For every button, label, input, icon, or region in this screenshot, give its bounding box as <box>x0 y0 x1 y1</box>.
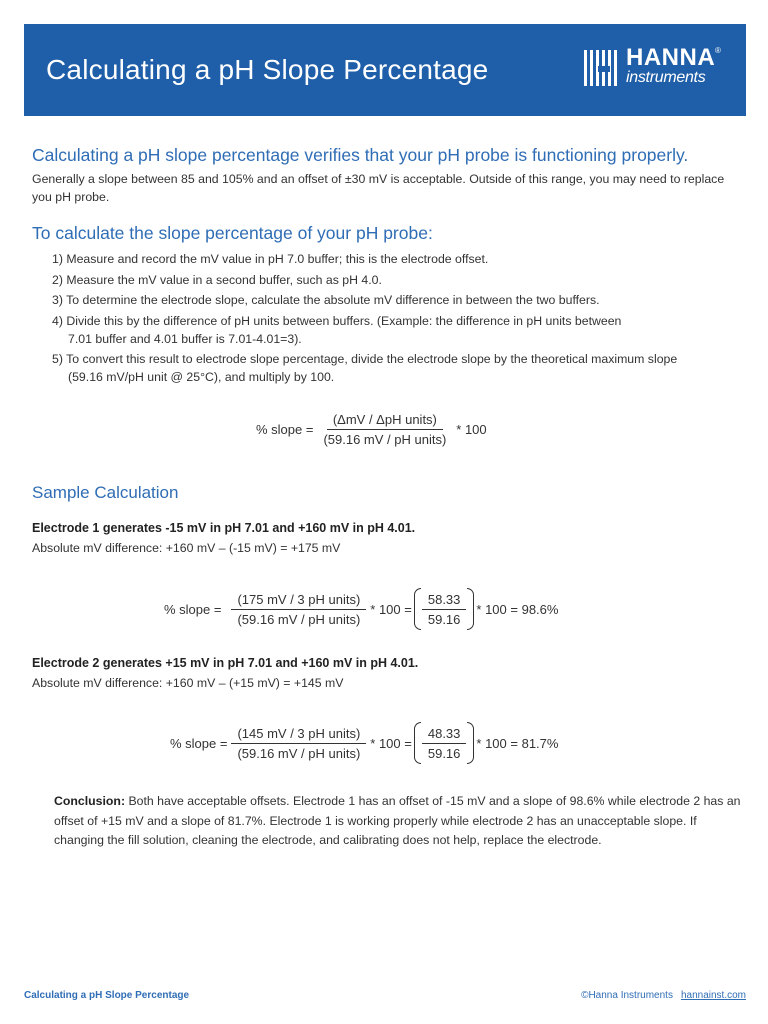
footer-title: Calculating a pH Slope Percentage <box>24 990 190 1001</box>
logo-bars-icon <box>584 50 622 86</box>
intro-text: Generally a slope between 85 and 105% and an offset of ±30 mV is acceptable. Outside of this range, you may need to replace you pH probe. <box>32 172 725 204</box>
conclusion-text: Both have acceptable offsets. Electrode 1 has an offset of -15 mV and a slope of 98.6% while electrode 2 has an offset of +15 mV and a slope of 81.7%. Electrode 1 is working properly while electrode 2 has an unacceptable slope. If changing the fill solution, cleaning the electrode, and calibrating does not help, replace the electrode. <box>54 794 741 847</box>
logo-wordmark: HANNA <box>626 44 716 71</box>
electrode2-title: Electrode 2 generates +15 mV in pH 7.01 and +160 mV in pH 4.01. <box>32 656 419 670</box>
page-title: Calculating a pH Slope Percentage <box>46 54 489 85</box>
list-item: 5) To convert this result to electrode slope percentage, divide the electrode slope by the theoretical maximum slope (59.16 mV/pH unit @ 25°C), and multiply by 100. <box>52 352 678 384</box>
electrode1-formula: % slope = $\frac{\text{(175 mV / 3 pH units)}}{\text{(59.16 mV / pH units)}}$ * 100 = $\frac{58.33}{59.16}$ * 100 = 98.6% <box>164 588 558 630</box>
conclusion-label: Conclusion: <box>54 794 126 808</box>
formula-rhs: * 100 <box>456 422 487 437</box>
footer-website-link[interactable]: hannainst.com <box>680 990 746 1001</box>
logo-subtitle: instruments <box>626 69 706 86</box>
footer-copyright: ©Hanna Instruments <box>581 990 673 1001</box>
list-item: 2) Measure the mV value in a second buffer, such as pH 4.0. <box>52 272 382 287</box>
header-banner <box>24 24 746 116</box>
sample-heading: Sample Calculation <box>32 483 179 502</box>
intro-heading: Calculating a pH slope percentage verifies that your pH probe is functioning properly. <box>32 145 689 165</box>
formula-lhs: % slope = <box>256 422 314 437</box>
list-item: 1) Measure and record the mV value in pH 7.0 buffer; this is the electrode offset. <box>52 252 489 266</box>
conclusion-paragraph <box>54 792 744 851</box>
intro-section <box>32 144 742 389</box>
electrode1-diff: Absolute mV difference: +160 mV – (-15 mV) = +175 mV <box>32 541 341 555</box>
steps-heading: To calculate the slope percentage of your pH probe: <box>32 223 433 243</box>
list-item: 3) To determine the electrode slope, calculate the absolute mV difference in between the two buffers. <box>52 293 600 307</box>
electrode2-diff: Absolute mV difference: +160 mV – (+15 mV) = +145 mV <box>32 676 344 690</box>
steps-list <box>32 250 742 386</box>
logo-registered-mark: ® <box>715 46 721 55</box>
electrode2-formula: % slope = $\frac{\text{(145 mV / 3 pH units)}}{\text{(59.16 mV / pH units)}}$ * 100 = $\frac{48.33}{59.16}$ * 100 = 81.7% <box>170 722 558 764</box>
formula-fraction: $\frac{\text{(ΔmV / ΔpH units)}}{\text{(59.16 mV / pH units)}}$ <box>323 412 447 447</box>
footer-right <box>581 990 746 1001</box>
electrode1-title: Electrode 1 generates -15 mV in pH 7.01 and +160 mV in pH 4.01. <box>32 521 416 535</box>
slope-formula <box>256 412 487 447</box>
hanna-logo <box>584 46 726 94</box>
list-item: 4) Divide this by the difference of pH units between buffers. (Example: the difference in pH units between 7.01 buffer and 4.01 buffer is 7.01-4.01=3). <box>52 313 622 346</box>
